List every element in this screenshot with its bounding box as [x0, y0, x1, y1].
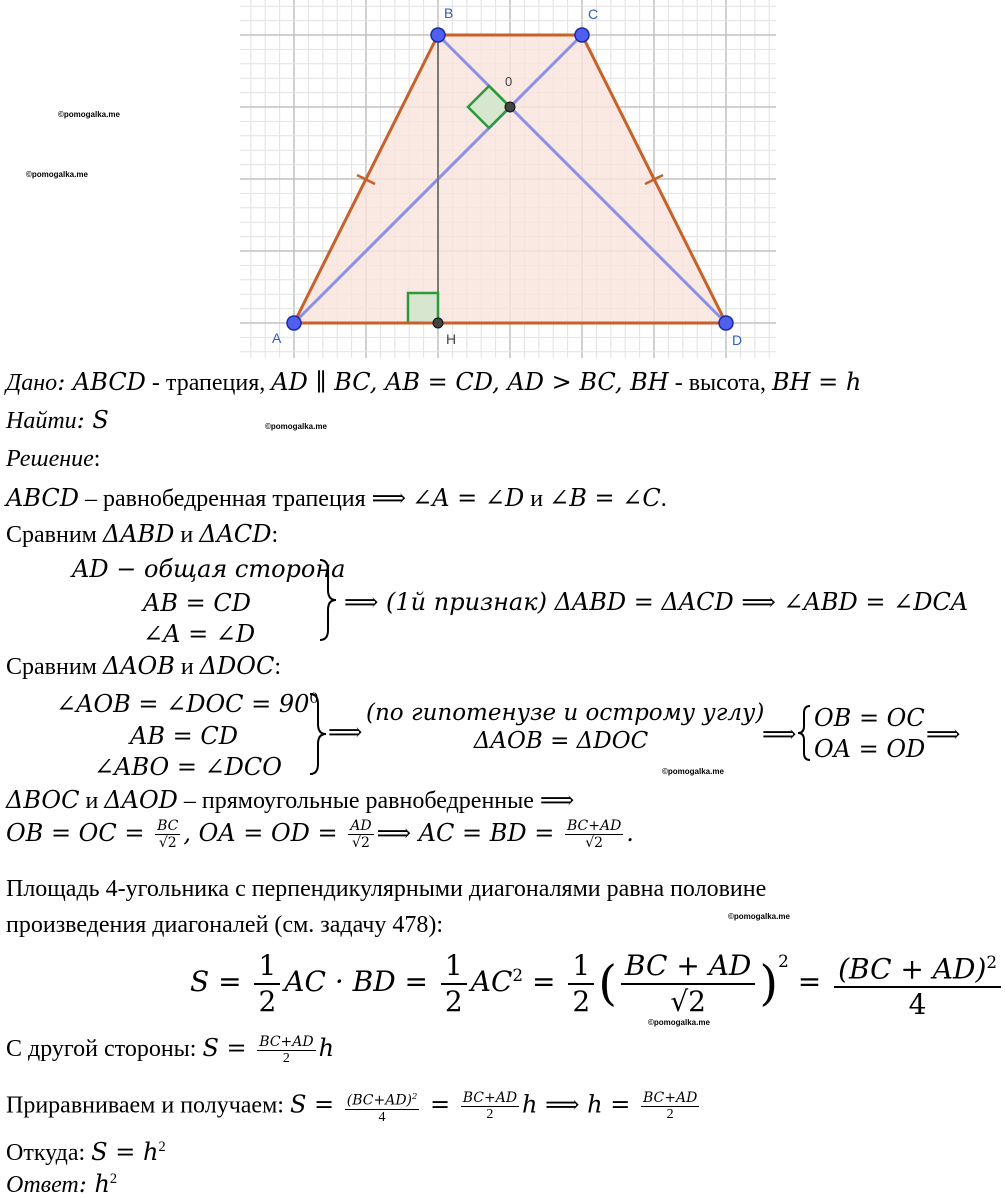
trapezoid-figure	[0, 0, 960, 360]
sys2-arrow2	[762, 720, 796, 748]
whence-formula: S = h	[91, 1138, 159, 1166]
numerator: 1	[254, 949, 280, 985]
equalities-line	[6, 818, 634, 851]
big-t1: AC · BD =	[284, 965, 437, 999]
numerator: BC + AD	[621, 949, 755, 985]
denominator: 2	[486, 1107, 494, 1123]
sys2-text1: ∠AOB = ∠DOC = 90	[56, 690, 310, 718]
sup: 2	[412, 1091, 418, 1101]
sys1-result-text: ⟹ (1й признак) ΔABD = ΔACD ⟹ ∠ABD = ∠DCA	[344, 588, 969, 616]
sys1-line3	[143, 620, 255, 648]
fraction	[568, 949, 594, 1019]
point-o	[505, 102, 515, 112]
numerator: AD	[350, 818, 372, 834]
numerator: BC	[157, 818, 179, 834]
arrow: ⟹	[926, 720, 961, 748]
big-t3: =	[523, 965, 565, 999]
point-h	[433, 318, 443, 328]
fraction	[345, 1088, 420, 1126]
sys2-r1-text: OB = OC	[814, 704, 925, 732]
compare2-line	[6, 652, 281, 681]
eq-dot: .	[626, 819, 634, 847]
sys2-sup: 0	[309, 691, 319, 707]
equate-h: h ⟹ h =	[522, 1090, 638, 1119]
fraction	[257, 1034, 315, 1067]
boc-line	[6, 786, 574, 815]
solution-colon: :	[93, 446, 101, 472]
text-and: и	[174, 522, 200, 548]
fraction	[641, 1090, 699, 1123]
paren-open: (	[598, 955, 617, 1012]
numerator: 1	[568, 949, 594, 985]
area-text2: произведения диагоналей (см. задачу 478):	[6, 912, 444, 938]
paren-close: )	[759, 955, 779, 1012]
denominator: 2	[666, 1107, 674, 1123]
big-t2: AC	[470, 965, 513, 999]
denominator: √2	[670, 984, 706, 1018]
equate-eq: =	[422, 1090, 458, 1119]
watermark: ©pomogalka.me	[648, 1018, 710, 1027]
watermark: ©pomogalka.me	[58, 110, 120, 119]
given-text3: AD ∥ BC, AB = CD, AD > BC, BH	[271, 368, 669, 396]
fraction	[621, 949, 755, 1019]
text-abcd: ABCD	[6, 484, 80, 512]
whence-text: Откуда:	[6, 1140, 92, 1166]
arrow: ⟹	[328, 718, 363, 746]
answer-value: : h	[78, 1170, 110, 1198]
fraction	[565, 818, 623, 851]
point-a	[287, 316, 301, 330]
equate-line	[6, 1088, 702, 1126]
text-dot: .	[660, 486, 667, 512]
point-d	[719, 316, 733, 330]
big-sup: 2	[512, 964, 524, 985]
sys2-arrow3	[926, 720, 960, 748]
solution-label: Решение	[6, 446, 94, 472]
sys2-r1	[814, 704, 925, 732]
given-text2: - трапеция,	[145, 370, 272, 396]
denominator: 2	[282, 1051, 290, 1066]
text-triangle-acd: ΔACD	[199, 520, 272, 548]
sys2-middle	[366, 700, 765, 754]
other-text: С другой стороны:	[6, 1036, 203, 1063]
denominator: √2	[352, 835, 370, 851]
denominator: 2	[444, 984, 463, 1018]
text-triangle-aod: ΔAOD	[104, 786, 178, 814]
label-c: C	[588, 6, 599, 22]
right-brace-1	[316, 558, 340, 642]
given-text5: BH = h	[771, 368, 862, 396]
fraction	[441, 949, 467, 1019]
big-s: S =	[190, 965, 251, 999]
denominator: √2	[158, 835, 177, 851]
eq-text2: , OA = OD =	[183, 819, 346, 847]
compare1-line	[6, 520, 278, 549]
big-t4: =	[788, 965, 831, 999]
sys2-text2: AB = CD	[130, 722, 238, 750]
sys2-mid2: ΔAOB = ΔDOC	[473, 728, 649, 754]
equate-text: Приравниваем и получаем:	[6, 1092, 290, 1119]
fraction	[254, 949, 280, 1019]
numerator: 1	[441, 949, 467, 985]
arrow: ⟹	[762, 720, 797, 748]
text-right-isosceles: – прямоугольные равнобедренные ⟹	[177, 788, 575, 814]
sys1-result	[344, 588, 968, 616]
label-a: A	[272, 330, 282, 346]
find-text: : S	[76, 406, 109, 434]
solution-line	[6, 446, 100, 473]
text-and: и	[174, 654, 200, 680]
eq-text1: OB = OC =	[6, 819, 153, 847]
fraction	[461, 1090, 519, 1123]
watermark: ©pomogalka.me	[662, 767, 724, 776]
equate-s: S =	[289, 1090, 342, 1119]
given-line	[6, 368, 861, 397]
text-compare: Сравним	[6, 654, 103, 680]
text-triangle-aob: ΔAOB	[102, 652, 175, 680]
big-sup: 2	[778, 950, 789, 971]
label-b: B	[444, 5, 454, 21]
text-colon: :	[274, 654, 281, 680]
sys2-line3	[94, 753, 282, 781]
sys2-mid1: (по гипотенузе и острому углу)	[366, 700, 765, 726]
text-angle-bc: ∠B = ∠C	[549, 484, 661, 512]
sys2-text3: ∠ABO = ∠DCO	[94, 753, 282, 781]
denominator: 4	[908, 988, 927, 1022]
find-line	[6, 406, 109, 435]
eq-text3: ⟹ AC = BD =	[376, 819, 562, 847]
given-text1: : ABCD	[57, 368, 146, 396]
denominator: 2	[258, 984, 277, 1018]
denominator: 2	[572, 984, 591, 1018]
denominator: √2	[585, 835, 604, 851]
watermark: ©pomogalka.me	[265, 422, 327, 431]
right-angle-h	[408, 293, 438, 323]
fraction	[155, 818, 180, 851]
sys1-text3: ∠A = ∠D	[143, 620, 256, 648]
text-triangle-abd: ΔABD	[102, 520, 175, 548]
sys1-line1	[72, 555, 345, 583]
given-label: Дано	[6, 370, 58, 396]
other-s: S =	[202, 1034, 255, 1063]
text-isosceles: – равнобедренная трапеция ⟹	[79, 486, 413, 512]
numerator: BC+AD	[259, 1034, 314, 1050]
sys2-line1	[56, 690, 319, 718]
sys2-r2	[814, 735, 925, 763]
sys2-r2-text: OA = OD	[814, 735, 926, 763]
answer-label: Ответ	[6, 1172, 79, 1198]
sys2-line2	[130, 722, 238, 750]
text-angle-ad: ∠A = ∠D	[412, 484, 525, 512]
area-text1: Площадь 4-угольника с перпендикулярными диагоналями равна половине	[6, 876, 767, 902]
numerator: BC+AD	[643, 1090, 698, 1107]
area-line2	[6, 912, 443, 939]
area-line1	[6, 876, 766, 903]
label-o: 0	[505, 74, 513, 89]
numerator: (BC+AD)	[346, 1092, 412, 1109]
label-h: H	[446, 331, 457, 347]
label-d: D	[732, 332, 743, 348]
given-text4: - высота,	[668, 370, 772, 396]
right-brace-2	[306, 692, 330, 776]
numerator: BC+AD	[566, 818, 622, 834]
find-label: Найти	[6, 408, 77, 434]
sup: 2	[109, 1171, 118, 1187]
whence-line	[6, 1138, 166, 1167]
text-colon: :	[271, 522, 279, 548]
text-triangle-boc: ΔBOC	[6, 786, 80, 814]
fraction	[348, 818, 373, 851]
sys2-arrow	[328, 718, 362, 746]
watermark: ©pomogalka.me	[728, 912, 790, 921]
text-compare: Сравним	[6, 522, 103, 548]
numerator: (BC + AD)	[838, 952, 987, 986]
point-c	[575, 28, 589, 42]
text-and: и	[524, 486, 550, 512]
sys1-text2: AB = CD	[143, 589, 251, 617]
sup: 2	[158, 1139, 166, 1155]
sys1-text1: AD − общая сторона	[72, 555, 346, 583]
sys1-line2	[143, 589, 251, 617]
denominator: 4	[378, 1109, 386, 1125]
other-h: h	[318, 1034, 335, 1063]
big-formula	[190, 945, 1005, 1022]
point-b	[431, 28, 445, 42]
fraction	[834, 945, 1001, 1022]
text-and: и	[79, 788, 105, 814]
big-sup: 2	[986, 952, 998, 972]
left-brace	[796, 704, 814, 762]
watermark: ©pomogalka.me	[26, 170, 88, 179]
answer-line	[6, 1170, 117, 1199]
numerator: BC+AD	[462, 1090, 518, 1107]
isosceles-line	[6, 484, 667, 513]
other-side-line	[6, 1034, 334, 1067]
text-triangle-doc: ΔDOC	[199, 652, 275, 680]
